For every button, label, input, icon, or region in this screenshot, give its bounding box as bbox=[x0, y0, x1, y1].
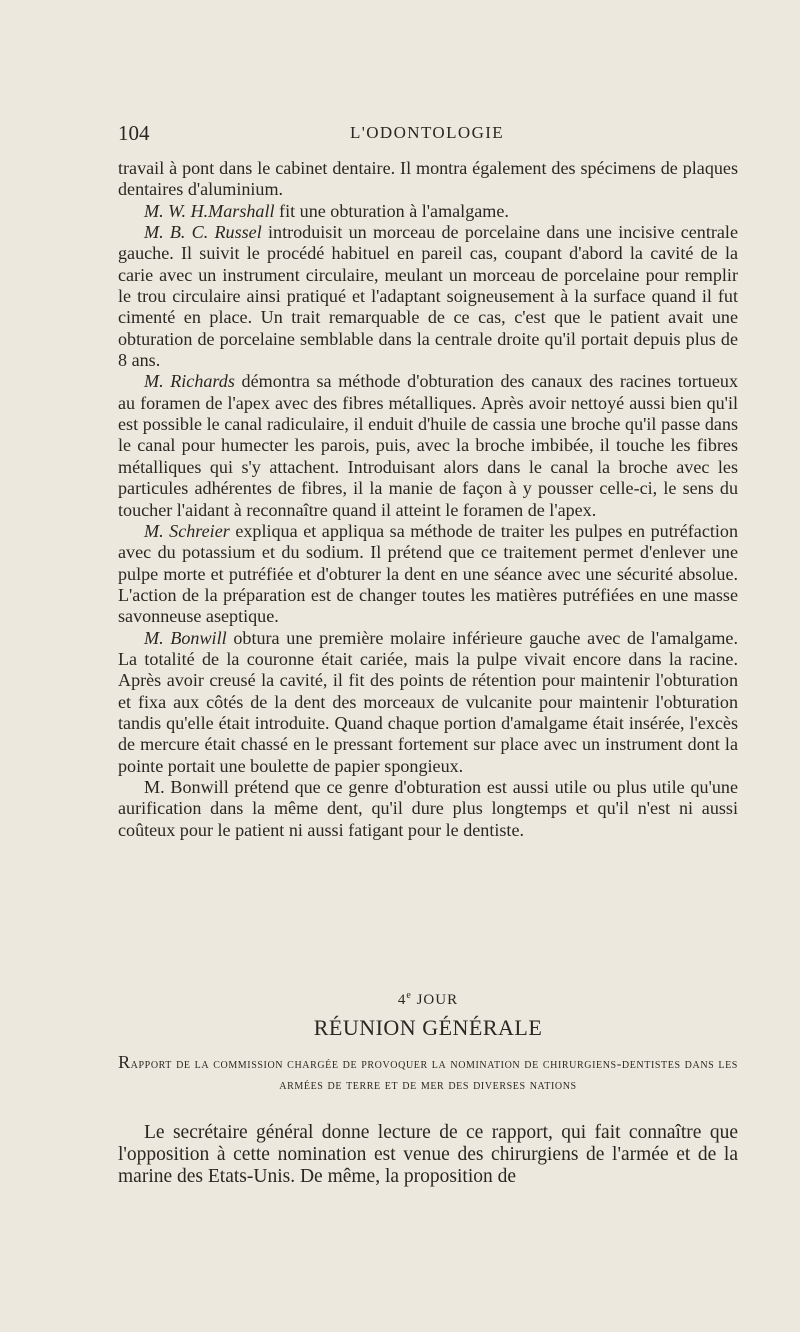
day-label: JOUR bbox=[411, 992, 459, 1008]
paragraph-text: obtura une première molaire inférieure gauche avec de l'amalgame. La totalité de la couronne était cariée, mais la pulpe vivait encore dans la racine. Après avoir creusé la cavité, il fit des points de rétention pour maintenir l'obturation et fixa aux côtés de la dent des morceaux de vulcanite pour maintenir l'obturation tandis qu'elle était introduite. Quand chaque portion d'amalgame était insérée, l'excès de mercure était chassé en le pressant fortement sur place avec un instrument dont la pointe portait une boulette de papier spongieux. bbox=[118, 627, 738, 776]
person-name: M. B. C. Russel bbox=[144, 222, 262, 243]
paragraph-text: démontra sa méthode d'obturation des canaux des racines tortueux au foramen de l'apex avec des fibres métalliques. Après avoir nettoyé aussi bien qu'il est possible le canal radiculaire, il enduit d'huile de cassia une broche qu'il passe dans le canal pour humecter les parois, puis, avec la broche imbibée, il touche les fibres métalliques qui s'y attachent. Introduisant alors dans le canal la broche avec les particules adhérentes de fibres, il la manie de façon à y pousser celle-ci, le sens du toucher l'aidant à reconnaître quand il atteint le foramen de l'apex. bbox=[118, 371, 739, 520]
section-title: RÉUNION GÉNÉRALE bbox=[313, 1015, 543, 1040]
person-name: M. Schreier bbox=[144, 520, 230, 541]
paragraph-text: expliqua et appliqua sa méthode de traiter les pulpes en putréfaction avec du potassium et du sodium. Il prétend que ce traitement permet d'enlever une pulpe morte et putréfiée et d'obturer la dent en une séance avec une sécurité absolue. L'action de la préparation est de changer toutes les matières putréfiées en une masse savonneuse aseptique. bbox=[118, 520, 738, 627]
person-name: M. Richards bbox=[144, 371, 235, 392]
paragraph-schreier bbox=[118, 521, 738, 628]
report-title bbox=[118, 1052, 738, 1095]
person-name: M. W. H.Marshall bbox=[144, 200, 275, 221]
paragraph-bonwill-claim: M. Bonwill prétend que ce genre d'obturation est aussi utile ou plus utile qu'une aurification dans la même dent, qu'il dure plus longtemps et qu'il n'est ni aussi coûteux pour le patient ni aussi fatigant pour le dentiste. bbox=[118, 776, 738, 840]
paragraph-text: introduisit un morceau de porcelaine dans une incisive centrale gauche. Il suivit le procédé habituel en pareil cas, coupant d'abord la cavité de la carie avec un instrument circulaire, meulant un morceau de porcelaine pour remplir le trou circulaire ainsi pratiqué et l'adaptant soigneusement à la surface quand il fut cimenté en place. Un trait remarquable de ce cas, c'est que le patient avait une obturation de porcelaine semblable dans la centrale droite qu'il portait depuis plus de 8 ans. bbox=[118, 222, 738, 371]
paragraph-russel bbox=[118, 222, 738, 371]
paragraph-richards bbox=[118, 371, 738, 520]
paragraph-text: fit une obturation à l'amalgame. bbox=[274, 200, 509, 221]
paragraph-marshall bbox=[118, 201, 738, 222]
page-number: 104 bbox=[118, 121, 150, 145]
body-text bbox=[118, 158, 738, 841]
page-header bbox=[118, 121, 738, 147]
report-title-text: apport de la commission chargée de provoquer la nomination de chirurgiens-dentistes dans les armées de terre et de mer des diverses nations bbox=[130, 1056, 738, 1092]
report-title-initial: R bbox=[118, 1052, 131, 1072]
final-text bbox=[118, 1122, 738, 1188]
day-heading bbox=[118, 990, 738, 1009]
paragraph-secretary: Le secrétaire général donne lecture de ce rapport, qui fait connaître que l'opposition à cette nomination est venue des chirurgiens de l'armée et de la marine des Etats-Unis. De même, la proposition de bbox=[118, 1122, 738, 1187]
day-number: 4 bbox=[397, 992, 407, 1008]
running-title: L'ODONTOLOGIE bbox=[350, 123, 505, 142]
paragraph-continuation: travail à pont dans le cabinet dentaire. Il montra également des spécimens de plaques dentaires d'aluminium. bbox=[118, 158, 738, 200]
day-suffix: e bbox=[406, 990, 412, 1001]
person-name: M. Bonwill bbox=[144, 627, 227, 648]
paragraph-bonwill bbox=[118, 628, 738, 777]
